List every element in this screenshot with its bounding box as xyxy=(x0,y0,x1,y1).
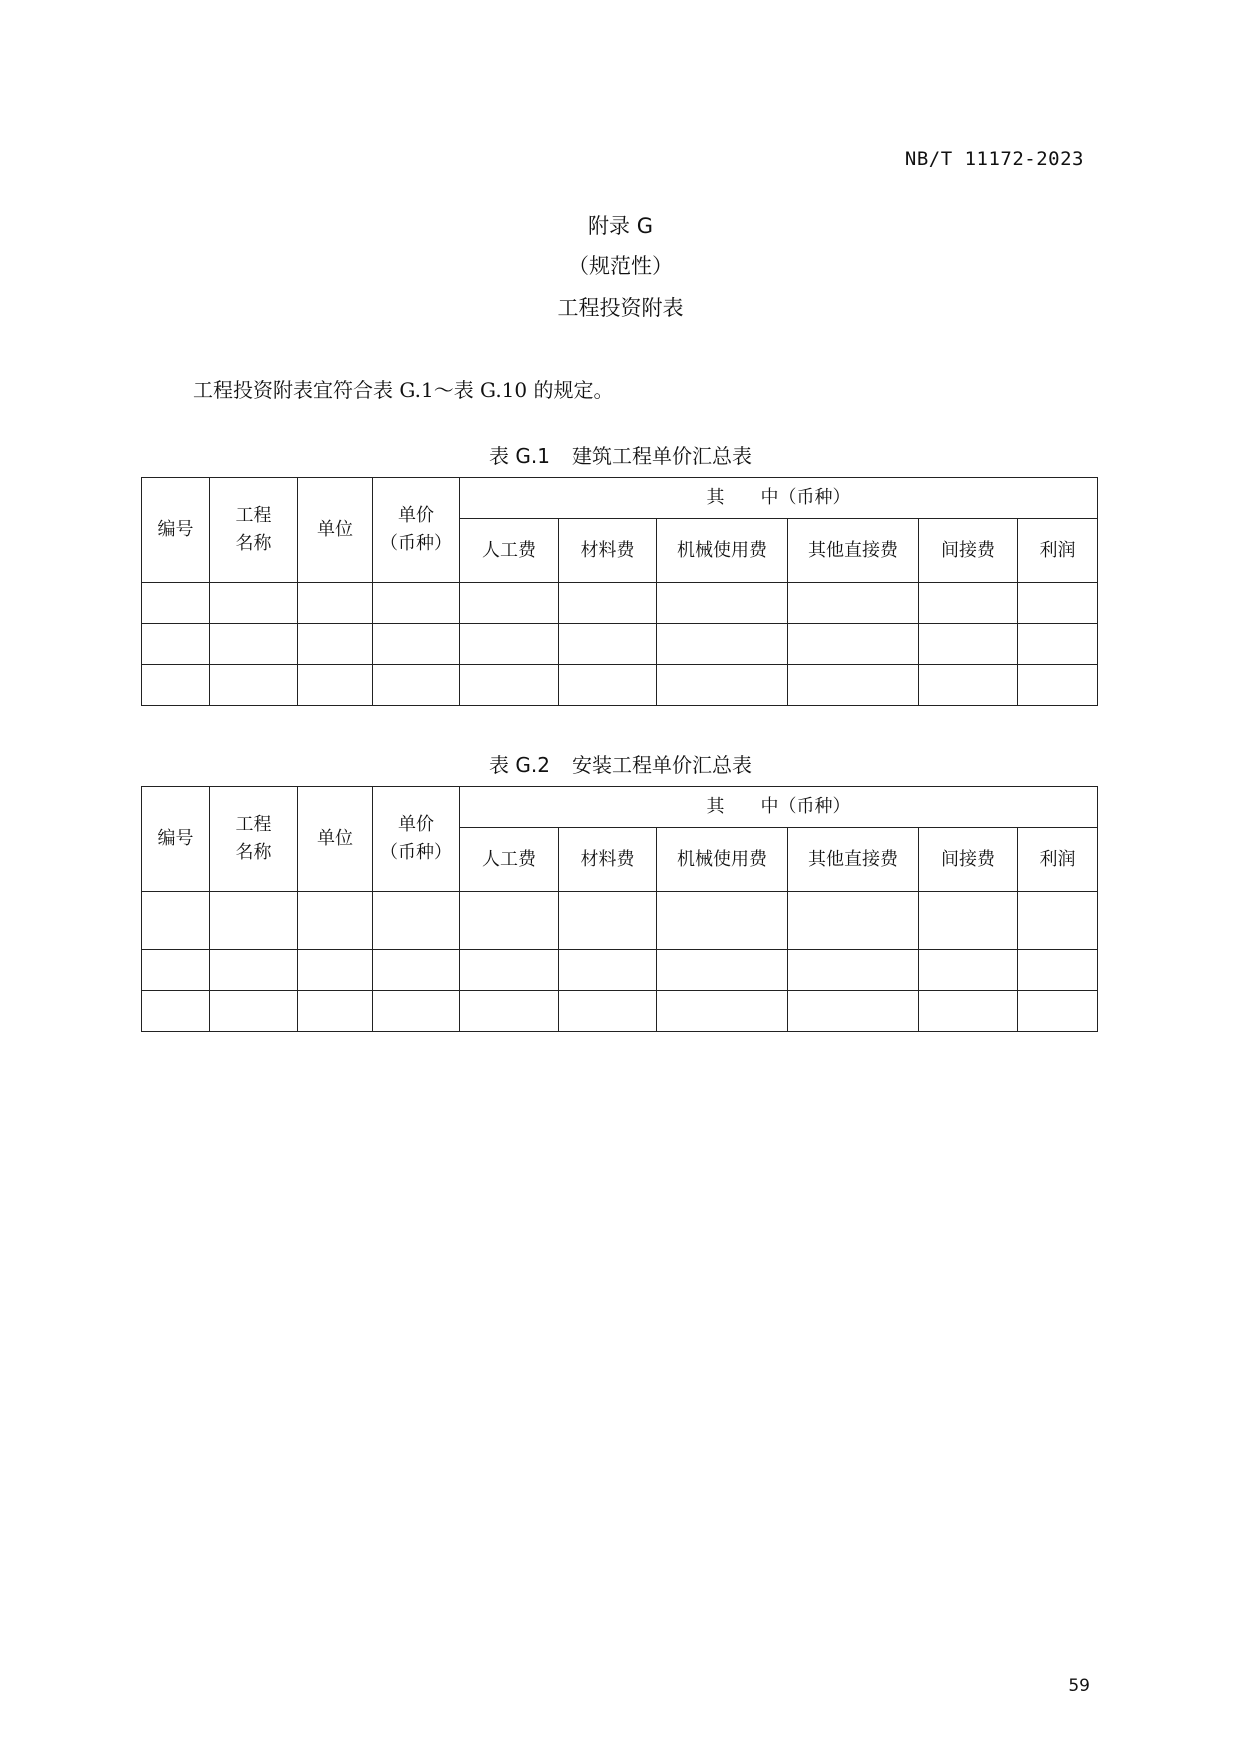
header-indirect: 间接费 xyxy=(919,828,1018,892)
table-cell xyxy=(559,950,657,991)
table-cell xyxy=(298,665,373,706)
table-cell xyxy=(919,950,1018,991)
table-cell xyxy=(919,892,1018,950)
table-caption-g1 xyxy=(0,440,1241,469)
table-cell xyxy=(919,665,1018,706)
table-cell xyxy=(788,624,919,665)
header-number: 编号 xyxy=(142,478,210,583)
table-cell xyxy=(919,583,1018,624)
table-cell xyxy=(559,892,657,950)
table-cell xyxy=(373,950,460,991)
table-cell xyxy=(1018,624,1098,665)
table-cell xyxy=(657,665,788,706)
table-cell xyxy=(657,892,788,950)
table-cell xyxy=(373,991,460,1032)
table-number: 表 G.2 xyxy=(489,753,550,777)
table-body xyxy=(142,583,1098,706)
table-cell xyxy=(210,950,298,991)
table-caption-g2 xyxy=(0,749,1241,778)
table-cell xyxy=(460,583,559,624)
page-number: 59 xyxy=(1068,1676,1090,1696)
table-cell xyxy=(919,991,1018,1032)
table-cell xyxy=(559,583,657,624)
table-cell xyxy=(142,665,210,706)
table-cell xyxy=(210,991,298,1032)
table-g1 xyxy=(141,477,1098,706)
table-cell xyxy=(657,991,788,1032)
header-project-name: 工程 名称 xyxy=(210,787,298,892)
table-cell xyxy=(298,991,373,1032)
header-profit: 利润 xyxy=(1018,828,1098,892)
table-cell xyxy=(460,624,559,665)
header-labor: 人工费 xyxy=(460,828,559,892)
table-cell xyxy=(788,950,919,991)
header-other-direct: 其他直接费 xyxy=(788,828,919,892)
table-cell xyxy=(1018,950,1098,991)
table-cell xyxy=(788,665,919,706)
table-cell xyxy=(210,665,298,706)
table-cell xyxy=(210,624,298,665)
table-row xyxy=(142,991,1098,1032)
table-cell xyxy=(559,991,657,1032)
table-cell xyxy=(210,583,298,624)
table-cell xyxy=(298,583,373,624)
table-cell xyxy=(657,624,788,665)
table-cell xyxy=(142,583,210,624)
table-row xyxy=(142,624,1098,665)
table-cell xyxy=(919,624,1018,665)
header-breakdown-group: 其 中（币种） xyxy=(460,478,1098,519)
table-row xyxy=(142,665,1098,706)
table-cell xyxy=(657,583,788,624)
header-unit: 单位 xyxy=(298,478,373,583)
table-cell xyxy=(460,665,559,706)
header-indirect: 间接费 xyxy=(919,519,1018,583)
intro-paragraph: 工程投资附表宜符合表 G.1～表 G.10 的规定。 xyxy=(193,378,614,402)
header-labor: 人工费 xyxy=(460,519,559,583)
table-number: 表 G.1 xyxy=(489,444,550,468)
table-cell xyxy=(373,892,460,950)
header-other-direct: 其他直接费 xyxy=(788,519,919,583)
table-cell xyxy=(1018,583,1098,624)
table-cell xyxy=(1018,665,1098,706)
header-row xyxy=(142,787,1098,828)
header-profit: 利润 xyxy=(1018,519,1098,583)
header-material: 材料费 xyxy=(559,828,657,892)
table-cell xyxy=(373,583,460,624)
header-machinery: 机械使用费 xyxy=(657,519,788,583)
table-title: 安装工程单价汇总表 xyxy=(571,753,752,777)
header-material: 材料费 xyxy=(559,519,657,583)
appendix-nature: （规范性） xyxy=(568,254,673,278)
table-cell xyxy=(460,950,559,991)
table-cell xyxy=(142,892,210,950)
table-cell xyxy=(373,665,460,706)
table-cell xyxy=(298,624,373,665)
table-g2 xyxy=(141,786,1098,1032)
table-cell xyxy=(1018,892,1098,950)
appendix-label: 附录 G xyxy=(588,214,653,238)
table-row xyxy=(142,892,1098,950)
table-cell xyxy=(559,624,657,665)
header-breakdown-group: 其 中（币种） xyxy=(460,787,1098,828)
appendix-title: 工程投资附表 xyxy=(557,296,684,320)
table-cell xyxy=(210,892,298,950)
table-cell xyxy=(788,892,919,950)
header-machinery: 机械使用费 xyxy=(657,828,788,892)
table-cell xyxy=(788,991,919,1032)
table-cell xyxy=(460,991,559,1032)
table-cell xyxy=(788,583,919,624)
table-cell xyxy=(142,991,210,1032)
table-cell xyxy=(142,624,210,665)
table-cell xyxy=(373,624,460,665)
header-unit: 单位 xyxy=(298,787,373,892)
table-row xyxy=(142,950,1098,991)
table-cell xyxy=(1018,991,1098,1032)
header-unit-price: 单价 （币种） xyxy=(373,478,460,583)
table-row xyxy=(142,583,1098,624)
table-cell xyxy=(298,892,373,950)
header-number: 编号 xyxy=(142,787,210,892)
table-cell xyxy=(657,950,788,991)
table-cell xyxy=(460,892,559,950)
header-row xyxy=(142,478,1098,519)
table-cell xyxy=(298,950,373,991)
header-project-name: 工程 名称 xyxy=(210,478,298,583)
table-body xyxy=(142,892,1098,1032)
header-unit-price: 单价 （币种） xyxy=(373,787,460,892)
standard-number: NB/T 11172-2023 xyxy=(904,148,1084,170)
table-cell xyxy=(559,665,657,706)
table-cell xyxy=(142,950,210,991)
table-title: 建筑工程单价汇总表 xyxy=(571,444,752,468)
